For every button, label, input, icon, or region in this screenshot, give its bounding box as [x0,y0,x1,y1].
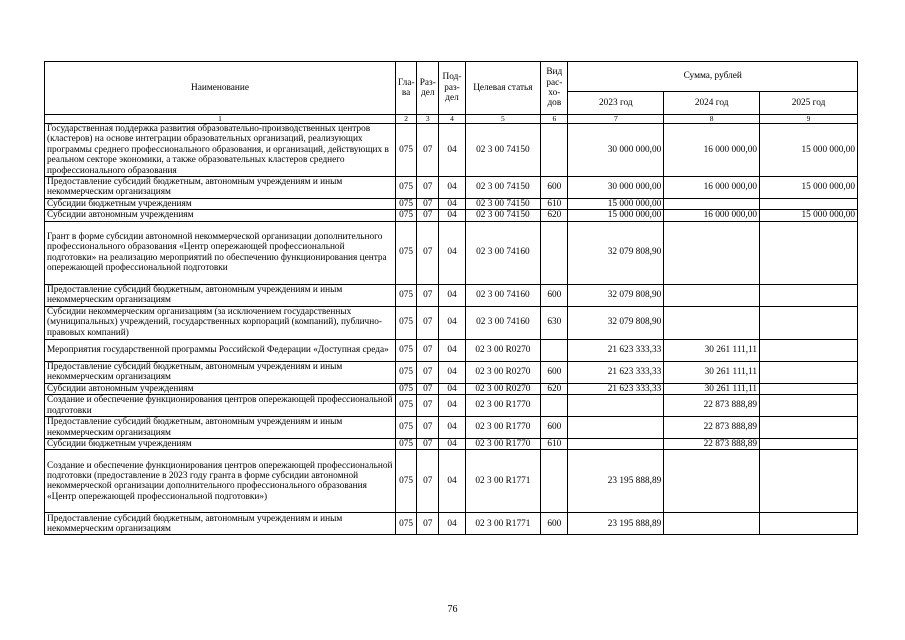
row-podrazdel: 04 [439,395,465,417]
row-glava: 075 [396,395,417,417]
row-glava: 075 [396,210,417,221]
row-target-article: 02 3 00 R0270 [465,361,541,383]
row-razdel: 07 [417,450,439,513]
row-name: Субсидии бюджетным учреждениям [45,439,396,450]
table-row [45,439,858,450]
header-razdel: Раз-дел [417,62,439,115]
row-sum-2024: 22 873 888,89 [664,395,760,417]
column-number: 1 [45,115,396,124]
row-target-article: 02 3 00 74150 [465,198,541,209]
row-target-article: 02 3 00 R1770 [465,395,541,417]
row-glava: 075 [396,339,417,361]
table-row [45,339,858,361]
row-sum-2023: 23 195 888,89 [568,450,664,513]
row-target-article: 02 3 00 74150 [465,210,541,221]
row-sum-2025 [760,450,858,513]
row-sum-2023: 21 623 333,33 [568,361,664,383]
row-sum-2025 [760,198,858,209]
row-podrazdel: 04 [439,306,465,339]
column-number: 7 [568,115,664,124]
row-expense-type [541,124,568,177]
row-razdel: 07 [417,395,439,417]
row-podrazdel: 04 [439,361,465,383]
row-sum-2025: 15 000 000,00 [760,210,858,221]
row-sum-2025 [760,417,858,439]
row-name: Государственная поддержка развития образовательно-производственных центров (кластеров) на основе интеграции образовательных организаций, реализующих программы среднего профессионального образования, и организаций, действующих в реальном секторе экономики, а также образовательных кластеров среднего профессионального образования [45,124,396,177]
row-sum-2024: 16 000 000,00 [664,177,760,199]
budget-table [44,61,858,535]
row-target-article: 02 3 00 74150 [465,177,541,199]
row-name: Предоставление субсидий бюджетным, автономным учреждениям и иным некоммерческим организациям [45,177,396,199]
header-target-article: Целевая статья [465,62,541,115]
row-expense-type: 600 [541,417,568,439]
row-expense-type [541,395,568,417]
row-sum-2023: 21 623 333,33 [568,339,664,361]
row-razdel: 07 [417,210,439,221]
row-glava: 075 [396,284,417,306]
row-sum-2023 [568,395,664,417]
row-target-article: 02 3 00 R0270 [465,383,541,394]
row-target-article: 02 3 00 74160 [465,306,541,339]
row-name: Создание и обеспечение функционирования центров опережающей профессиональной подготовки [45,395,396,417]
table-row [45,210,858,221]
row-expense-type [541,221,568,284]
row-sum-2024: 22 873 888,89 [664,439,760,450]
column-number: 3 [417,115,439,124]
row-name: Субсидии автономным учреждениям [45,383,396,394]
row-sum-2025 [760,284,858,306]
row-target-article: 02 3 00 74160 [465,221,541,284]
row-name: Мероприятия государственной программы Российской Федерации «Доступная среда» [45,339,396,361]
row-sum-2023: 32 079 808,90 [568,284,664,306]
row-podrazdel: 04 [439,513,465,535]
row-expense-type: 600 [541,361,568,383]
row-podrazdel: 04 [439,177,465,199]
row-razdel: 07 [417,198,439,209]
header-sum: Сумма, рублей [568,62,858,92]
row-name: Предоставление субсидий бюджетным, автономным учреждениям и иным некоммерческим организациям [45,284,396,306]
row-target-article: 02 3 00 74150 [465,124,541,177]
row-glava: 075 [396,417,417,439]
column-number: 2 [396,115,417,124]
row-glava: 075 [396,361,417,383]
row-razdel: 07 [417,177,439,199]
table-row [45,417,858,439]
row-podrazdel: 04 [439,221,465,284]
row-razdel: 07 [417,339,439,361]
table-body [45,124,858,535]
row-podrazdel: 04 [439,198,465,209]
row-sum-2023: 32 079 808,90 [568,306,664,339]
row-expense-type: 620 [541,210,568,221]
row-sum-2024: 16 000 000,00 [664,124,760,177]
table-row [45,395,858,417]
header-year-2023: 2023 год [568,92,664,115]
row-sum-2023: 30 000 000,00 [568,124,664,177]
table-row [45,124,858,177]
row-podrazdel: 04 [439,439,465,450]
row-glava: 075 [396,383,417,394]
table-row [45,513,858,535]
row-sum-2024 [664,198,760,209]
row-target-article: 02 3 00 74160 [465,284,541,306]
row-expense-type: 610 [541,439,568,450]
row-razdel: 07 [417,306,439,339]
row-expense-type: 610 [541,198,568,209]
column-number: 8 [664,115,760,124]
row-podrazdel: 04 [439,210,465,221]
table-row [45,221,858,284]
table-row [45,450,858,513]
row-expense-type: 600 [541,284,568,306]
row-expense-type: 630 [541,306,568,339]
header-year-2024: 2024 год [664,92,760,115]
row-sum-2023: 15 000 000,00 [568,198,664,209]
column-number: 5 [465,115,541,124]
row-razdel: 07 [417,361,439,383]
row-sum-2023: 15 000 000,00 [568,210,664,221]
row-sum-2025 [760,513,858,535]
row-sum-2025 [760,339,858,361]
row-sum-2025 [760,306,858,339]
row-name: Субсидии некоммерческим организациям (за исключением государственных (муниципальных) учреждений, государственных корпораций (компаний), публично-правовых компаний) [45,306,396,339]
header-expense-type: Вид рас-хо-дов [541,62,568,115]
row-sum-2023: 30 000 000,00 [568,177,664,199]
row-razdel: 07 [417,221,439,284]
row-expense-type: 620 [541,383,568,394]
row-podrazdel: 04 [439,124,465,177]
row-glava: 075 [396,450,417,513]
row-glava: 075 [396,198,417,209]
row-target-article: 02 3 00 R1770 [465,417,541,439]
table-row [45,361,858,383]
row-sum-2025: 15 000 000,00 [760,124,858,177]
row-sum-2024: 30 261 111,11 [664,383,760,394]
row-glava: 075 [396,177,417,199]
row-name: Предоставление субсидий бюджетным, автономным учреждениям и иным некоммерческим организациям [45,417,396,439]
column-number-row [45,115,858,124]
row-sum-2024: 30 261 111,11 [664,339,760,361]
page-number: 76 [447,604,458,615]
header-glava: Гла-ва [396,62,417,115]
row-sum-2024 [664,306,760,339]
table-row [45,383,858,394]
row-name: Создание и обеспечение функционирования центров опережающей профессиональной подготовки (предоставление в 2023 году гранта в форме субсидии автономной некоммерческой организации дополнительного профессионального образования «Центр опережающей профессиональной подготовки») [45,450,396,513]
row-target-article: 02 3 00 R1771 [465,513,541,535]
row-sum-2025 [760,395,858,417]
row-sum-2025 [760,439,858,450]
row-sum-2025 [760,361,858,383]
row-razdel: 07 [417,417,439,439]
row-name: Предоставление субсидий бюджетным, автономным учреждениям и иным некоммерческим организациям [45,361,396,383]
row-name: Субсидии бюджетным учреждениям [45,198,396,209]
row-sum-2025: 15 000 000,00 [760,177,858,199]
row-razdel: 07 [417,124,439,177]
column-number: 4 [439,115,465,124]
row-sum-2024: 16 000 000,00 [664,210,760,221]
row-sum-2023: 32 079 808,90 [568,221,664,284]
row-name: Предоставление субсидий бюджетным, автономным учреждениям и иным некоммерческим организациям [45,513,396,535]
row-expense-type [541,450,568,513]
column-number: 6 [541,115,568,124]
row-glava: 075 [396,306,417,339]
table-row [45,306,858,339]
row-podrazdel: 04 [439,383,465,394]
row-target-article: 02 3 00 R1771 [465,450,541,513]
row-glava: 075 [396,513,417,535]
row-razdel: 07 [417,284,439,306]
row-sum-2024: 22 873 888,89 [664,417,760,439]
row-glava: 075 [396,221,417,284]
table-row [45,198,858,209]
row-sum-2024 [664,450,760,513]
column-number: 9 [760,115,858,124]
row-razdel: 07 [417,383,439,394]
row-podrazdel: 04 [439,450,465,513]
row-sum-2024 [664,513,760,535]
row-sum-2024 [664,284,760,306]
row-glava: 075 [396,439,417,450]
row-sum-2023: 23 195 888,89 [568,513,664,535]
row-razdel: 07 [417,439,439,450]
row-expense-type [541,339,568,361]
row-sum-2025 [760,221,858,284]
header-name: Наименование [45,62,396,115]
row-sum-2024 [664,221,760,284]
row-expense-type: 600 [541,513,568,535]
header-podrazdel: Под-раз-дел [439,62,465,115]
row-sum-2025 [760,383,858,394]
table-row [45,284,858,306]
row-glava: 075 [396,124,417,177]
row-sum-2023 [568,417,664,439]
row-sum-2023 [568,439,664,450]
row-target-article: 02 3 00 R1770 [465,439,541,450]
table-header [45,62,858,124]
row-name: Грант в форме субсидии автономной некоммерческой организации дополнительного профессионального образования «Центр опережающей профессиональной подготовки» на реализацию мероприятий по обеспечению функционирования центра опережающей профессиональной подготовки [45,221,396,284]
row-razdel: 07 [417,513,439,535]
table-row [45,177,858,199]
row-name: Субсидии автономным учреждениям [45,210,396,221]
row-podrazdel: 04 [439,284,465,306]
row-sum-2024: 30 261 111,11 [664,361,760,383]
row-sum-2023: 21 623 333,33 [568,383,664,394]
row-podrazdel: 04 [439,417,465,439]
header-year-2025: 2025 год [760,92,858,115]
row-target-article: 02 3 00 R0270 [465,339,541,361]
row-podrazdel: 04 [439,339,465,361]
row-expense-type: 600 [541,177,568,199]
